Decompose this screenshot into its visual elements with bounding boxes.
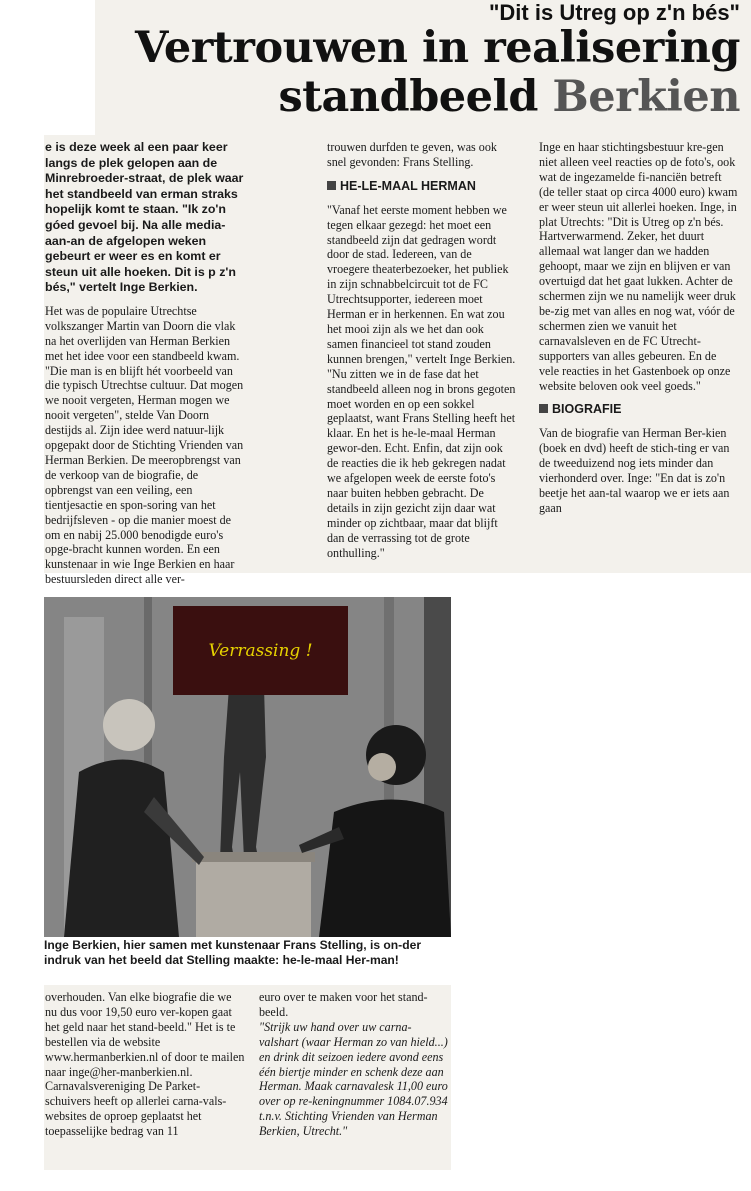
square-bullet-icon bbox=[327, 181, 336, 190]
column-2 bbox=[327, 140, 517, 560]
verrassing-overlay bbox=[173, 606, 348, 695]
body-paragraph-5: Van de biografie van Herman Ber-kien (boek en dvd) heeft de stich-ting er van de tweeduizend nog iets minder dan vierhonderd over. Inge: "En dat is zo'n beetje het aan-tal waarop we er iets aan gaan bbox=[539, 426, 730, 515]
column-3 bbox=[539, 140, 739, 516]
subhead-he-le-maal: HE-LE-MAAL HERMAN bbox=[327, 179, 517, 194]
column-1 bbox=[45, 140, 245, 587]
intro-paragraph: e is deze week al een paar keer langs de plek gelopen aan de Minrebroeder-straat, de plek waar het standbeeld van erman straks hopelijk komt te staan. "Ik zo'n góed gevoel bij. Na alle media-aan-an de afgelopen weken gebeurt er weer es en komt er steun uit alle hoeken. Dit is p z'n bés," vertelt Inge Berkien. bbox=[45, 140, 244, 295]
headline bbox=[110, 24, 740, 122]
body-paragraph-2: trouwen durfden te geven, was ook snel gevonden: Frans Stelling. bbox=[327, 140, 497, 169]
headline-line-1: Vertrouwen in realisering bbox=[135, 23, 740, 73]
subhead-biografie: BIOGRAFIE bbox=[539, 402, 739, 417]
square-bullet-icon bbox=[539, 404, 548, 413]
headline-line-2a: standbeeld bbox=[278, 72, 553, 122]
verrassing-text: Verrassing ! bbox=[208, 640, 313, 661]
kicker-quote: "Dit is Utreg op z'n bés" bbox=[488, 0, 740, 25]
body-paragraph-4: Inge en haar stichtingsbestuur kre-gen niet alleen veel reacties op de foto's, ook wat de ingezamelde fi-nanciën betreft (de teller staat op circa 4000 euro) kwam er weer steun uit allerlei hoeken. Inge, in plat Utrechts: "Dit is Utreg op z'n bés. Hartverwarmend. Zeker, het duurt allemaal wat langer dan we hadden gehoopt, maar we zijn en blijven er van overtuigd dat het gaat lukken. Achter de schermen zijn we nu namelijk weer druk be-zig met van alles en nog wat, vóór de schermen zien we vanuit het carnavalsleven en de FC Utrecht-supporters van alles gebeuren. En de vele reacties in het Gastenboek op onze website beloven ook veel goeds." bbox=[539, 140, 738, 393]
bottom-column-2 bbox=[259, 990, 449, 1139]
headline-line-2 bbox=[110, 73, 740, 122]
body-paragraph-6: overhouden. Van elke biografie die we nu dus voor 19,50 euro ver-kopen gaat het geld naar het stand-beeld." Het is te bestellen via de website www.hermanberkien.nl of door te mailen naar inge@her-manberkien.nl. Carnavalsvereniging De Parket-schuivers heeft op allerlei carna-vals-websites de oproep geplaatst het toepasselijke bedrag van 11 bbox=[45, 990, 245, 1139]
body-paragraph-3: "Vanaf het eerste moment hebben we tegen elkaar gezegd: het moet een standbeeld zijn dat gedragen wordt door de stad. Iedereen, van de vroegere theaterbezoeker, het publiek in zijn schnabbelcircuit tot de FC Utrechtsupporter, iedereen moet Herman er in herkennen. En wat zou het mooi zijn als we het dan ook samen financieel tot stand zouden kunnen brengen," vertelt Inge Berkien. "Nu zitten we in de fase dat het standbeeld alleen nog in brons gegoten moet worden en op een sokkel geplaatst, want Frans Stelling heeft het klaar. En het is he-le-maal Herman gewor-den. Echt. Enfin, dat zijn ook de reacties die ik heb gekregen nadat we afgelopen week de eerste foto's naar buiten hebben gebracht. De details in zijn gezicht zijn daar wat minder op zichtbaar, maar dat blijft dan de verrassing tot de grote onthulling." bbox=[327, 202, 516, 560]
bottom-column-1 bbox=[45, 990, 245, 1139]
body-paragraph-1: Het was de populaire Utrechtse volkszanger Martin van Doorn die vlak na het overlijden van Herman Berkien met het idee voor een standbeeld kwam. "Die man is en blijft hét voorbeeld van die typisch Utrechtse cultuur. Dat mogen we nooit vergeten, Herman mogen we nooit vergeten", stelde Van Doorn destijds al. Zijn idee werd natuur-lijk opgepakt door de Stichting Vrienden van Herman Berkien. De meeropbrengst van de verkoop van de biografie, de opbrengst van een veiling, een tientjesactie en spon-soring van het bedrijfsleven - op die manier moest de om en nabij 25.000 benodigde euro's opge-bracht kunnen worden. En een kunstenaar in wie Inge Berkien en haar bestuursleden direct alle ver- bbox=[45, 303, 244, 587]
body-paragraph-7: euro over te maken voor het stand-beeld. bbox=[259, 990, 428, 1019]
headline-name: Berkien bbox=[552, 72, 740, 122]
photo-caption: Inge Berkien, hier samen met kunstenaar Frans Stelling, is on-der indruk van het beeld dat Stelling maakte: he-le-maal Her-man! bbox=[44, 938, 422, 967]
quote-paragraph: "Strijk uw hand over uw carna-valshart (waar Herman zo van hield...) en drink dit seizoen iedere avond eens één biertje minder en schenk deze aan Herman. Maak carnavalesk 11,00 euro over op re-keningnummer 1084.07.934 t.n.v. Stichting Vrienden van Herman Berkien, Utrecht." bbox=[259, 1019, 448, 1139]
